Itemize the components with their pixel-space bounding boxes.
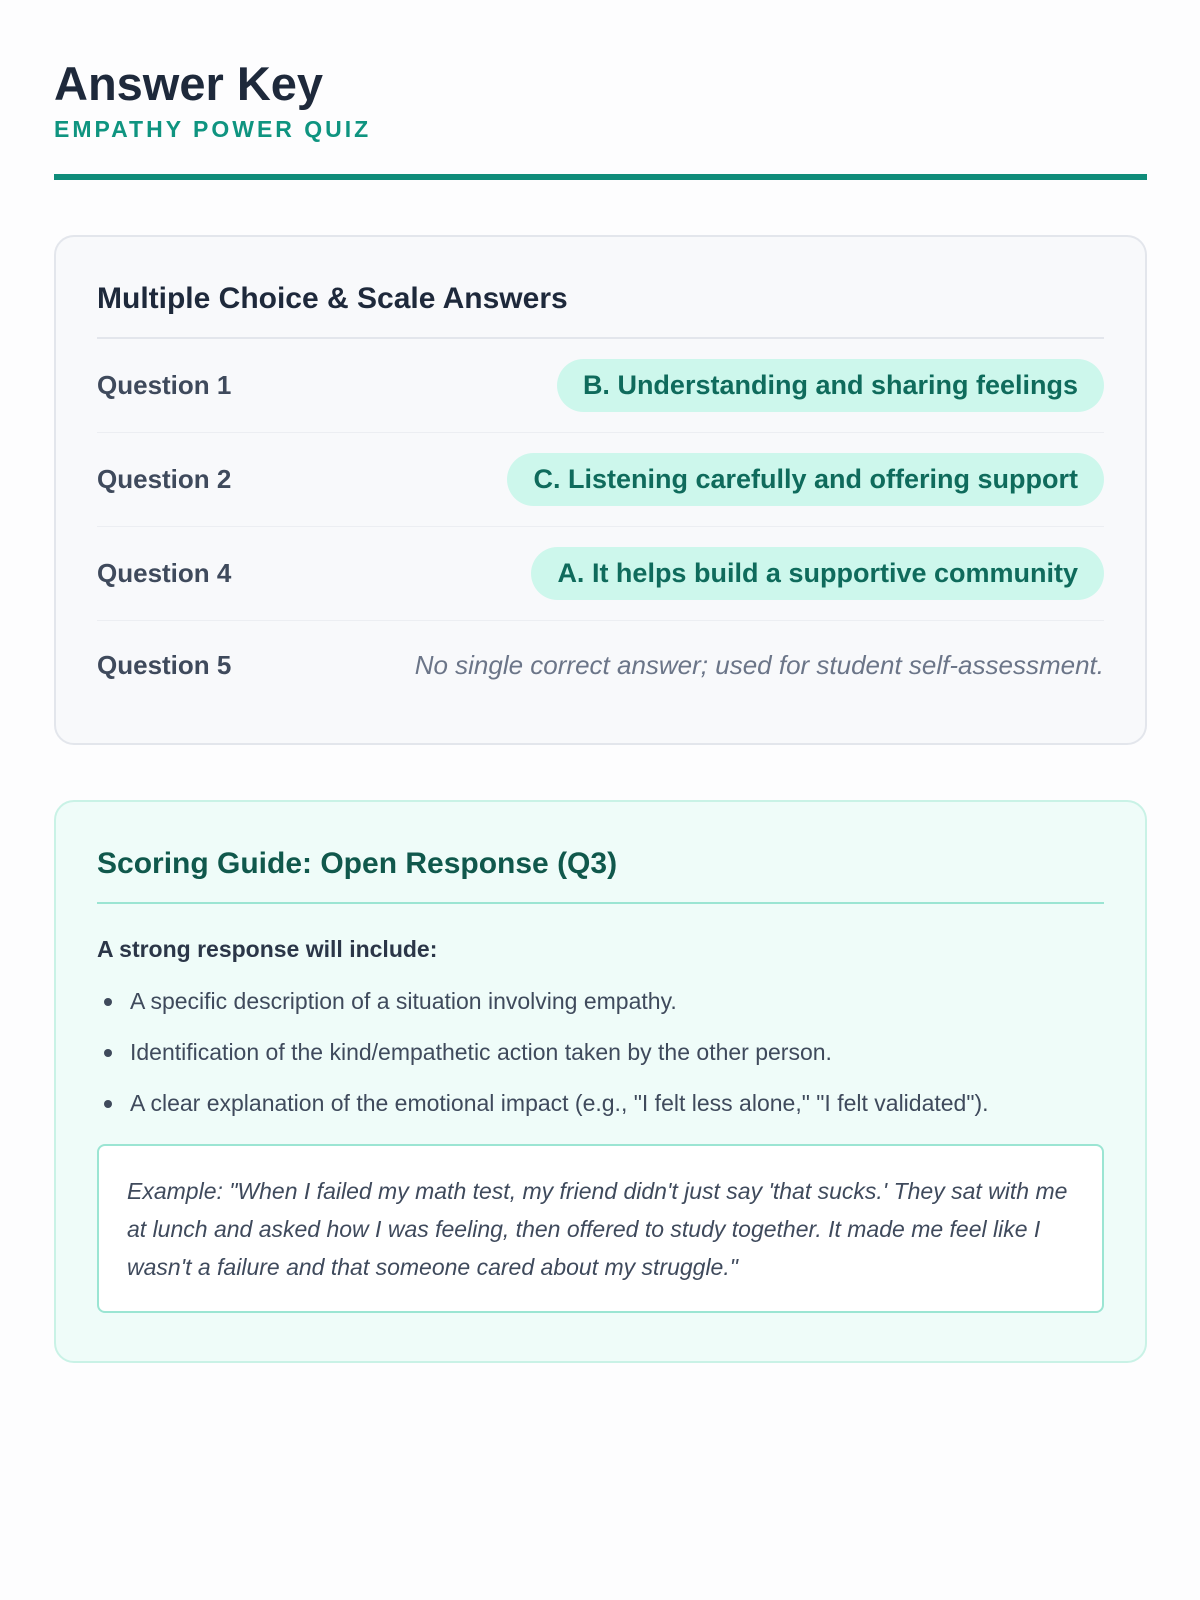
answer-note: No single correct answer; used for student self-assessment.	[414, 649, 1104, 680]
list-item	[97, 1088, 1104, 1118]
scoring-guide-card	[54, 800, 1147, 1363]
list-item	[97, 986, 1104, 1016]
answer-key-page	[54, 0, 1147, 1363]
list-item	[97, 1037, 1104, 1067]
bullet-icon	[104, 998, 112, 1006]
question-label: Question 5	[97, 649, 232, 680]
scoring-guide-title: Scoring Guide: Open Response (Q3)	[97, 802, 1104, 904]
page-title: Answer Key	[54, 57, 324, 110]
answer-row-question-4	[97, 527, 1104, 621]
answer-pill: C. Listening carefully and offering support	[507, 453, 1104, 506]
answers-card	[54, 235, 1147, 745]
answer-pill: A. It helps build a supportive community	[531, 547, 1104, 600]
bullet-icon	[104, 1049, 112, 1057]
answers-card-title: Multiple Choice & Scale Answers	[97, 237, 1104, 339]
criteria-text: A clear explanation of the emotional impact (e.g., "I felt less alone," "I felt validated").	[130, 1090, 989, 1116]
criteria-text: Identification of the kind/empathetic action taken by the other person.	[130, 1039, 832, 1065]
criteria-list	[97, 986, 1104, 1118]
header	[54, 0, 1147, 180]
question-label: Question 4	[97, 558, 232, 588]
question-label: Question 1	[97, 370, 232, 400]
answer-row-question-1	[97, 339, 1104, 433]
example-response: Example: "When I failed my math test, my friend didn't just say 'that sucks.' They sat with me at lunch and asked how I was feeling, then offered to study together. It made me feel like I wasn't a failure and that someone cared about my struggle."	[97, 1144, 1104, 1313]
header-divider	[54, 174, 1147, 180]
criteria-text: A specific description of a situation involving empathy.	[130, 988, 677, 1014]
answer-pill: B. Understanding and sharing feelings	[557, 359, 1104, 412]
scoring-intro: A strong response will include:	[97, 936, 438, 962]
bullet-icon	[104, 1100, 112, 1108]
answer-row-question-2	[97, 433, 1104, 527]
answer-row-question-5	[97, 621, 1104, 709]
page-subtitle: EMPATHY POWER QUIZ	[54, 116, 372, 142]
question-label: Question 2	[97, 464, 232, 494]
